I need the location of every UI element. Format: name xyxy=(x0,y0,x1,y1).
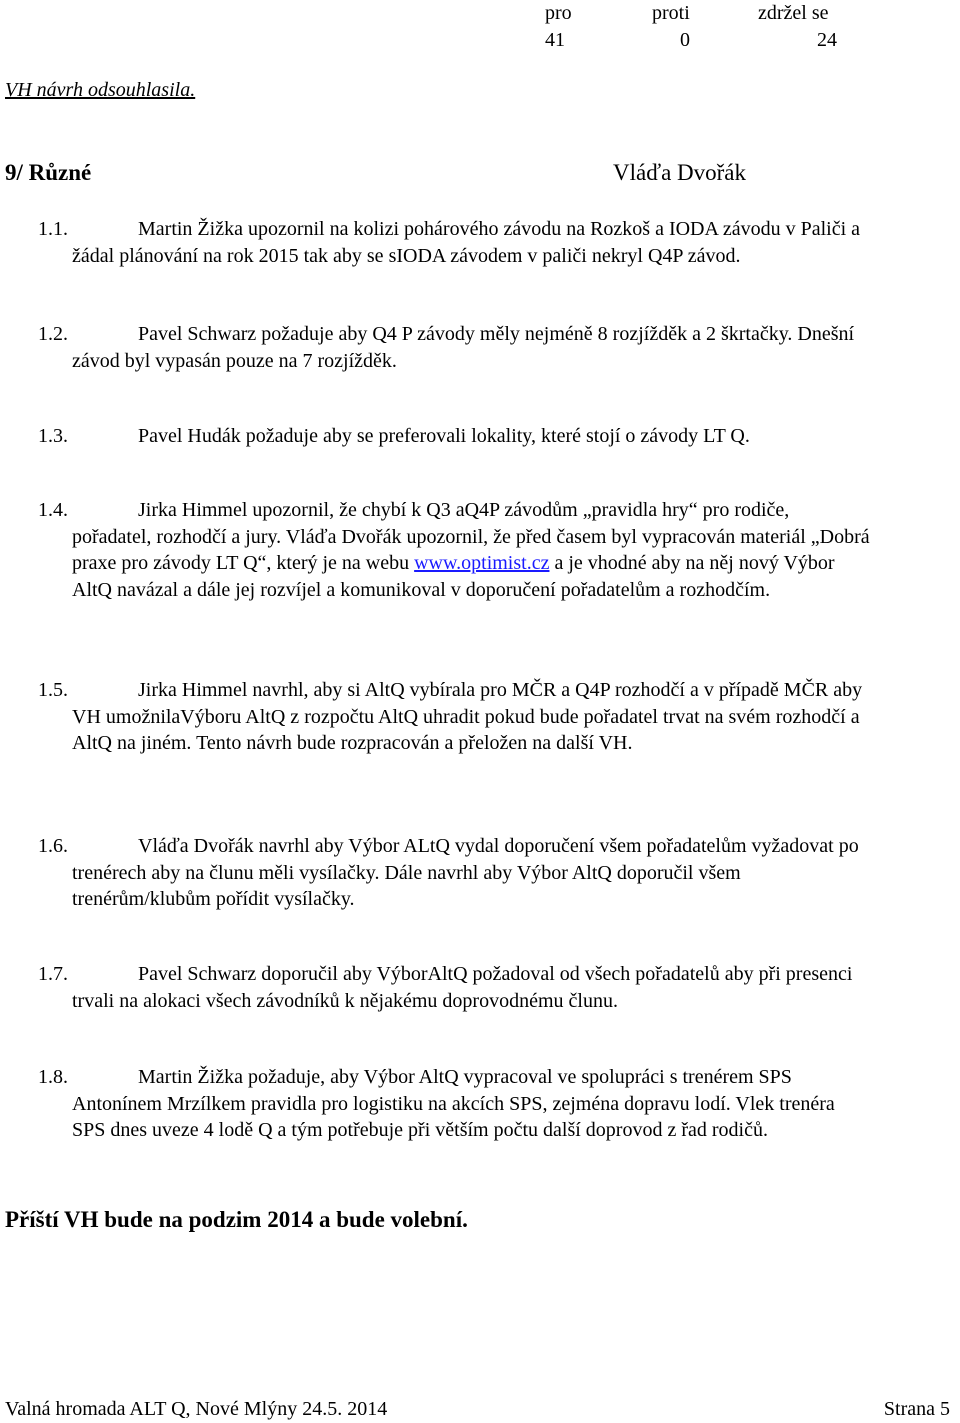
item-number: 1.8. xyxy=(38,1066,68,1088)
vote-value-proti: 0 xyxy=(680,29,690,51)
item-number: 1.4. xyxy=(38,499,68,521)
item-text: Pavel Hudák požaduje aby se preferovali lokality, které stojí o závody LT Q. xyxy=(138,425,750,447)
item-text: Martin Žižka požaduje, aby Výbor AltQ vypracoval ve spolupráci s trenérem SPS Antonínem Mrzílkem pravidla pro logistiku na akcích SPS, zejména dopravu lodí. Vlek trenéra SPS dnes uveze 4 lodě Q a tým potřebuje při větším počtu další doprovod z řad rodičů. xyxy=(72,1066,835,1141)
vote-header-pro: pro xyxy=(545,2,572,24)
item-number: 1.5. xyxy=(38,679,68,701)
vote-value-pro: 41 xyxy=(545,29,565,51)
item-number: 1.1. xyxy=(38,218,68,240)
optimist-link[interactable]: www.optimist.cz xyxy=(414,552,550,574)
vote-header-zdrzel: zdržel se xyxy=(758,2,829,24)
item-text: Jirka Himmel navrhl, aby si AltQ vybírala pro MČR a Q4P rozhodčí a v případě MČR aby VH umožnilaVýboru AltQ z rozpočtu AltQ uhradit pokud bude pořadatel trvat na svém rozhodčí a AltQ na jiném. Tento návrh bude rozpracován a přeložen na další VH. xyxy=(72,679,863,754)
item-number: 1.2. xyxy=(38,323,68,345)
item-number: 1.3. xyxy=(38,425,68,447)
footer-page-number: Strana 5 xyxy=(883,1398,950,1420)
footer-meeting-info: Valná hromada ALT Q, Nové Mlýny 24.5. 2014 xyxy=(5,1398,388,1420)
item-text-part: a je vhodné aby na něj nový Výbor AltQ navázal a dále jej rozvíjel a komunikoval v doporučení pořadatelům a rozhodčím. xyxy=(72,552,835,601)
vote-value-zdrzel: 24 xyxy=(817,29,837,51)
item-number: 1.7. xyxy=(38,963,68,985)
item-text: Pavel Schwarz požaduje aby Q4 P závody měly nejméně 8 rozjížděk a 2 škrtačky. Dnešní závod byl vypasán pouze na 7 rozjížděk. xyxy=(72,323,855,372)
vote-header-proti: proti xyxy=(652,2,690,24)
item-text-part: Jirka Himmel upozornil, že chybí k Q3 aQ4P závodům „pravidla hry“ pro rodiče, pořadatel, rozhodčí a jury. Vláďa Dvořák upozornil, že před časem byl vypracován materiál „Dobrá praxe pro závody LT Q“, který je na webu xyxy=(72,499,870,574)
item-text xyxy=(72,497,872,603)
item-text: Vláďa Dvořák navrhl aby Výbor ALtQ vydal doporučení všem pořadatelům vyžadovat po trenérech aby na člunu měli vysílačky. Dále navrhl aby Výbor AltQ doporučil všem trenérům/klubům pořídit vysílačky. xyxy=(72,835,859,910)
item-text: Martin Žižka upozornil na kolizi pohárového závodu na Rozkoš a IODA závodu v Paliči a žádal plánování na rok 2015 tak aby se sIODA závodem v paliči nekryl Q4P závod. xyxy=(72,218,861,267)
item-number: 1.6. xyxy=(38,835,68,857)
item-text: Pavel Schwarz doporučil aby VýborAltQ požadoval od všech pořadatelů aby při presenci trvali na alokaci všech závodníků k nějakému doprovodnému člunu. xyxy=(72,963,853,1012)
approval-note: VH návrh odsouhlasila. xyxy=(5,79,196,101)
section-title: 9/ Různé xyxy=(5,160,92,185)
section-responsible: Vláďa Dvořák xyxy=(613,160,747,185)
next-meeting-note: Příští VH bude na podzim 2014 a bude volební. xyxy=(5,1207,468,1232)
